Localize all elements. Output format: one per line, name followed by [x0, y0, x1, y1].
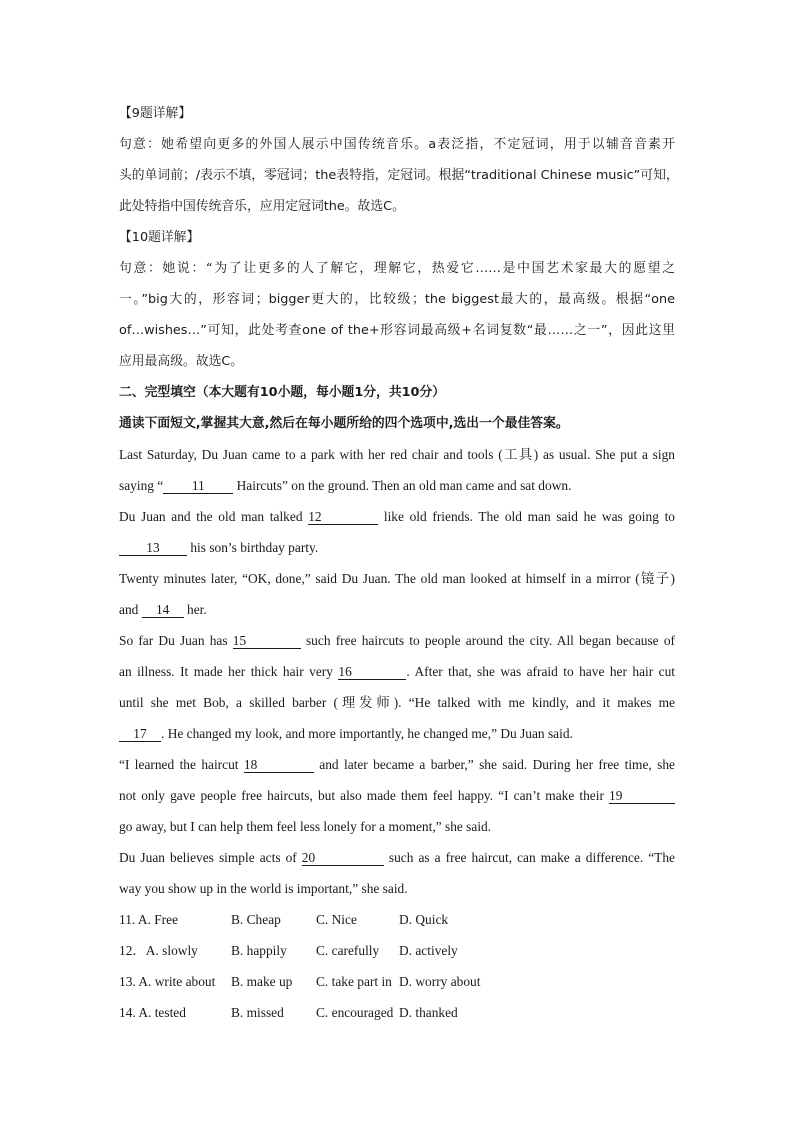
- blank-18: 18: [244, 757, 314, 773]
- q10-explanation-line-2: 一。”big大的，形容词；bigger更大的，比较级；the biggest最大的，最高级。根据“one: [119, 292, 675, 307]
- passage-text: Haircuts” on the ground. Then an old man came and sat down.: [233, 478, 572, 493]
- q9-explanation-line-1: 句意：她希望向更多的外国人展示中国传统音乐。a表泛指，不定冠词，用于以辅音音素开: [119, 137, 675, 152]
- option-a: 11. A. Free: [119, 912, 179, 927]
- option-d: D. worry about: [399, 974, 481, 989]
- blank-12: 12: [308, 509, 378, 525]
- section-instruction: 通读下面短文,掌握其大意,然后在每小题所给的四个选项中,选出一个最佳答案。: [119, 416, 569, 431]
- option-b: B. make up: [231, 974, 293, 989]
- blank-19: 19: [609, 788, 675, 804]
- passage-line: until she met Bob, a skilled barber (理发师). “He talked with me kindly, and it makes me: [119, 695, 675, 710]
- option-d: D. thanked: [399, 1005, 458, 1020]
- option-b: B. Cheap: [231, 912, 281, 927]
- passage-text: such as a free haircut, can make a difference. “The: [383, 850, 675, 865]
- document-content: [119, 98, 679, 1028]
- blank-13: 13: [119, 540, 187, 556]
- blank-11: 11: [163, 478, 233, 494]
- options-row-11: [119, 904, 675, 935]
- q9-explanation-line-2: 头的单词前；/表示不填，零冠词；the表特指，定冠词。根据“traditional Chinese music”可知，: [119, 168, 679, 183]
- passage-text: like old friends. The old man said he was going to: [378, 509, 675, 524]
- q9-header: 【9题详解】: [119, 106, 192, 121]
- option-c: C. Nice: [316, 912, 357, 927]
- passage-text: such free haircuts to people around the city. All began because of: [300, 633, 675, 648]
- options-row-12: [119, 935, 675, 966]
- passage-line: [119, 718, 675, 749]
- passage-line: Twenty minutes later, “OK, done,” said Du Juan. The old man looked at himself in a mirror (镜子): [119, 571, 675, 586]
- passage-text: an illness. It made her thick hair very: [119, 664, 339, 679]
- q10-explanation-line-1: 句意：她说：“为了让更多的人了解它，理解它，热爱它……是中国艺术家最大的愿望之: [119, 261, 675, 276]
- section-title: 二、完型填空（本大题有10小题，每小题1分，共10分）: [119, 385, 446, 400]
- passage-line: [119, 625, 675, 656]
- passage-line: [119, 780, 675, 811]
- passage-line: [119, 532, 675, 563]
- option-c: C. carefully: [316, 943, 380, 958]
- passage-line: [119, 842, 675, 873]
- option-a: 12．A. slowly: [119, 943, 198, 958]
- blank-16: 16: [338, 664, 406, 680]
- option-c: C. encouraged: [316, 1005, 394, 1020]
- passage-text: Du Juan believes simple acts of: [119, 850, 302, 865]
- passage-text: her.: [183, 602, 207, 617]
- blank-14: 14: [142, 602, 184, 618]
- passage-line: [119, 470, 675, 501]
- option-d: D. actively: [399, 943, 458, 958]
- passage-text: . He changed my look, and more importantly, he changed me,” Du Juan said.: [161, 726, 573, 741]
- q9-explanation-line-3: 此处特指中国传统音乐，应用定冠词the。故选C。: [119, 199, 405, 214]
- passage-line: [119, 656, 675, 687]
- option-d: D. Quick: [399, 912, 449, 927]
- blank-17: 17: [119, 726, 161, 742]
- blank-15: 15: [233, 633, 301, 649]
- passage-line: [119, 749, 675, 780]
- passage-line: Last Saturday, Du Juan came to a park with her red chair and tools (工具) as usual. She put a sign: [119, 447, 675, 462]
- q10-header: 【10题详解】: [119, 230, 200, 245]
- option-a: 14. A. tested: [119, 1005, 186, 1020]
- passage-text: saying “: [119, 478, 164, 493]
- option-b: B. missed: [231, 1005, 284, 1020]
- passage-text: “I learned the haircut: [119, 757, 244, 772]
- passage-text: So far Du Juan has: [119, 633, 233, 648]
- passage-text: . After that, she was afraid to have her hair cut: [406, 664, 675, 679]
- passage-line: [119, 594, 675, 625]
- passage-text: his son’s birthday party.: [187, 540, 319, 555]
- blank-20: 20: [302, 850, 384, 866]
- passage-line: way you show up in the world is important,” she said.: [119, 881, 408, 896]
- passage-text: not only gave people free haircuts, but also made them feel happy. “I can’t make their: [119, 788, 609, 803]
- passage-line: [119, 501, 675, 532]
- options-row-14: [119, 997, 675, 1028]
- q10-explanation-line-4: 应用最高级。故选C。: [119, 354, 244, 369]
- options-row-13: [119, 966, 675, 997]
- passage-text: and: [119, 602, 142, 617]
- passage-text: and later became a barber,” she said. During her free time, she: [313, 757, 675, 772]
- q10-explanation-line-3: of…wishes…”可知，此处考查one of the+形容词最高级+名词复数“最……之一”，因此这里: [119, 323, 675, 338]
- option-c: C. take part in: [316, 974, 392, 989]
- option-b: B. happily: [231, 943, 287, 958]
- option-a: 13. A. write about: [119, 974, 216, 989]
- passage-line: go away, but I can help them feel less lonely for a moment,” she said.: [119, 819, 492, 834]
- passage-text: Du Juan and the old man talked: [119, 509, 309, 524]
